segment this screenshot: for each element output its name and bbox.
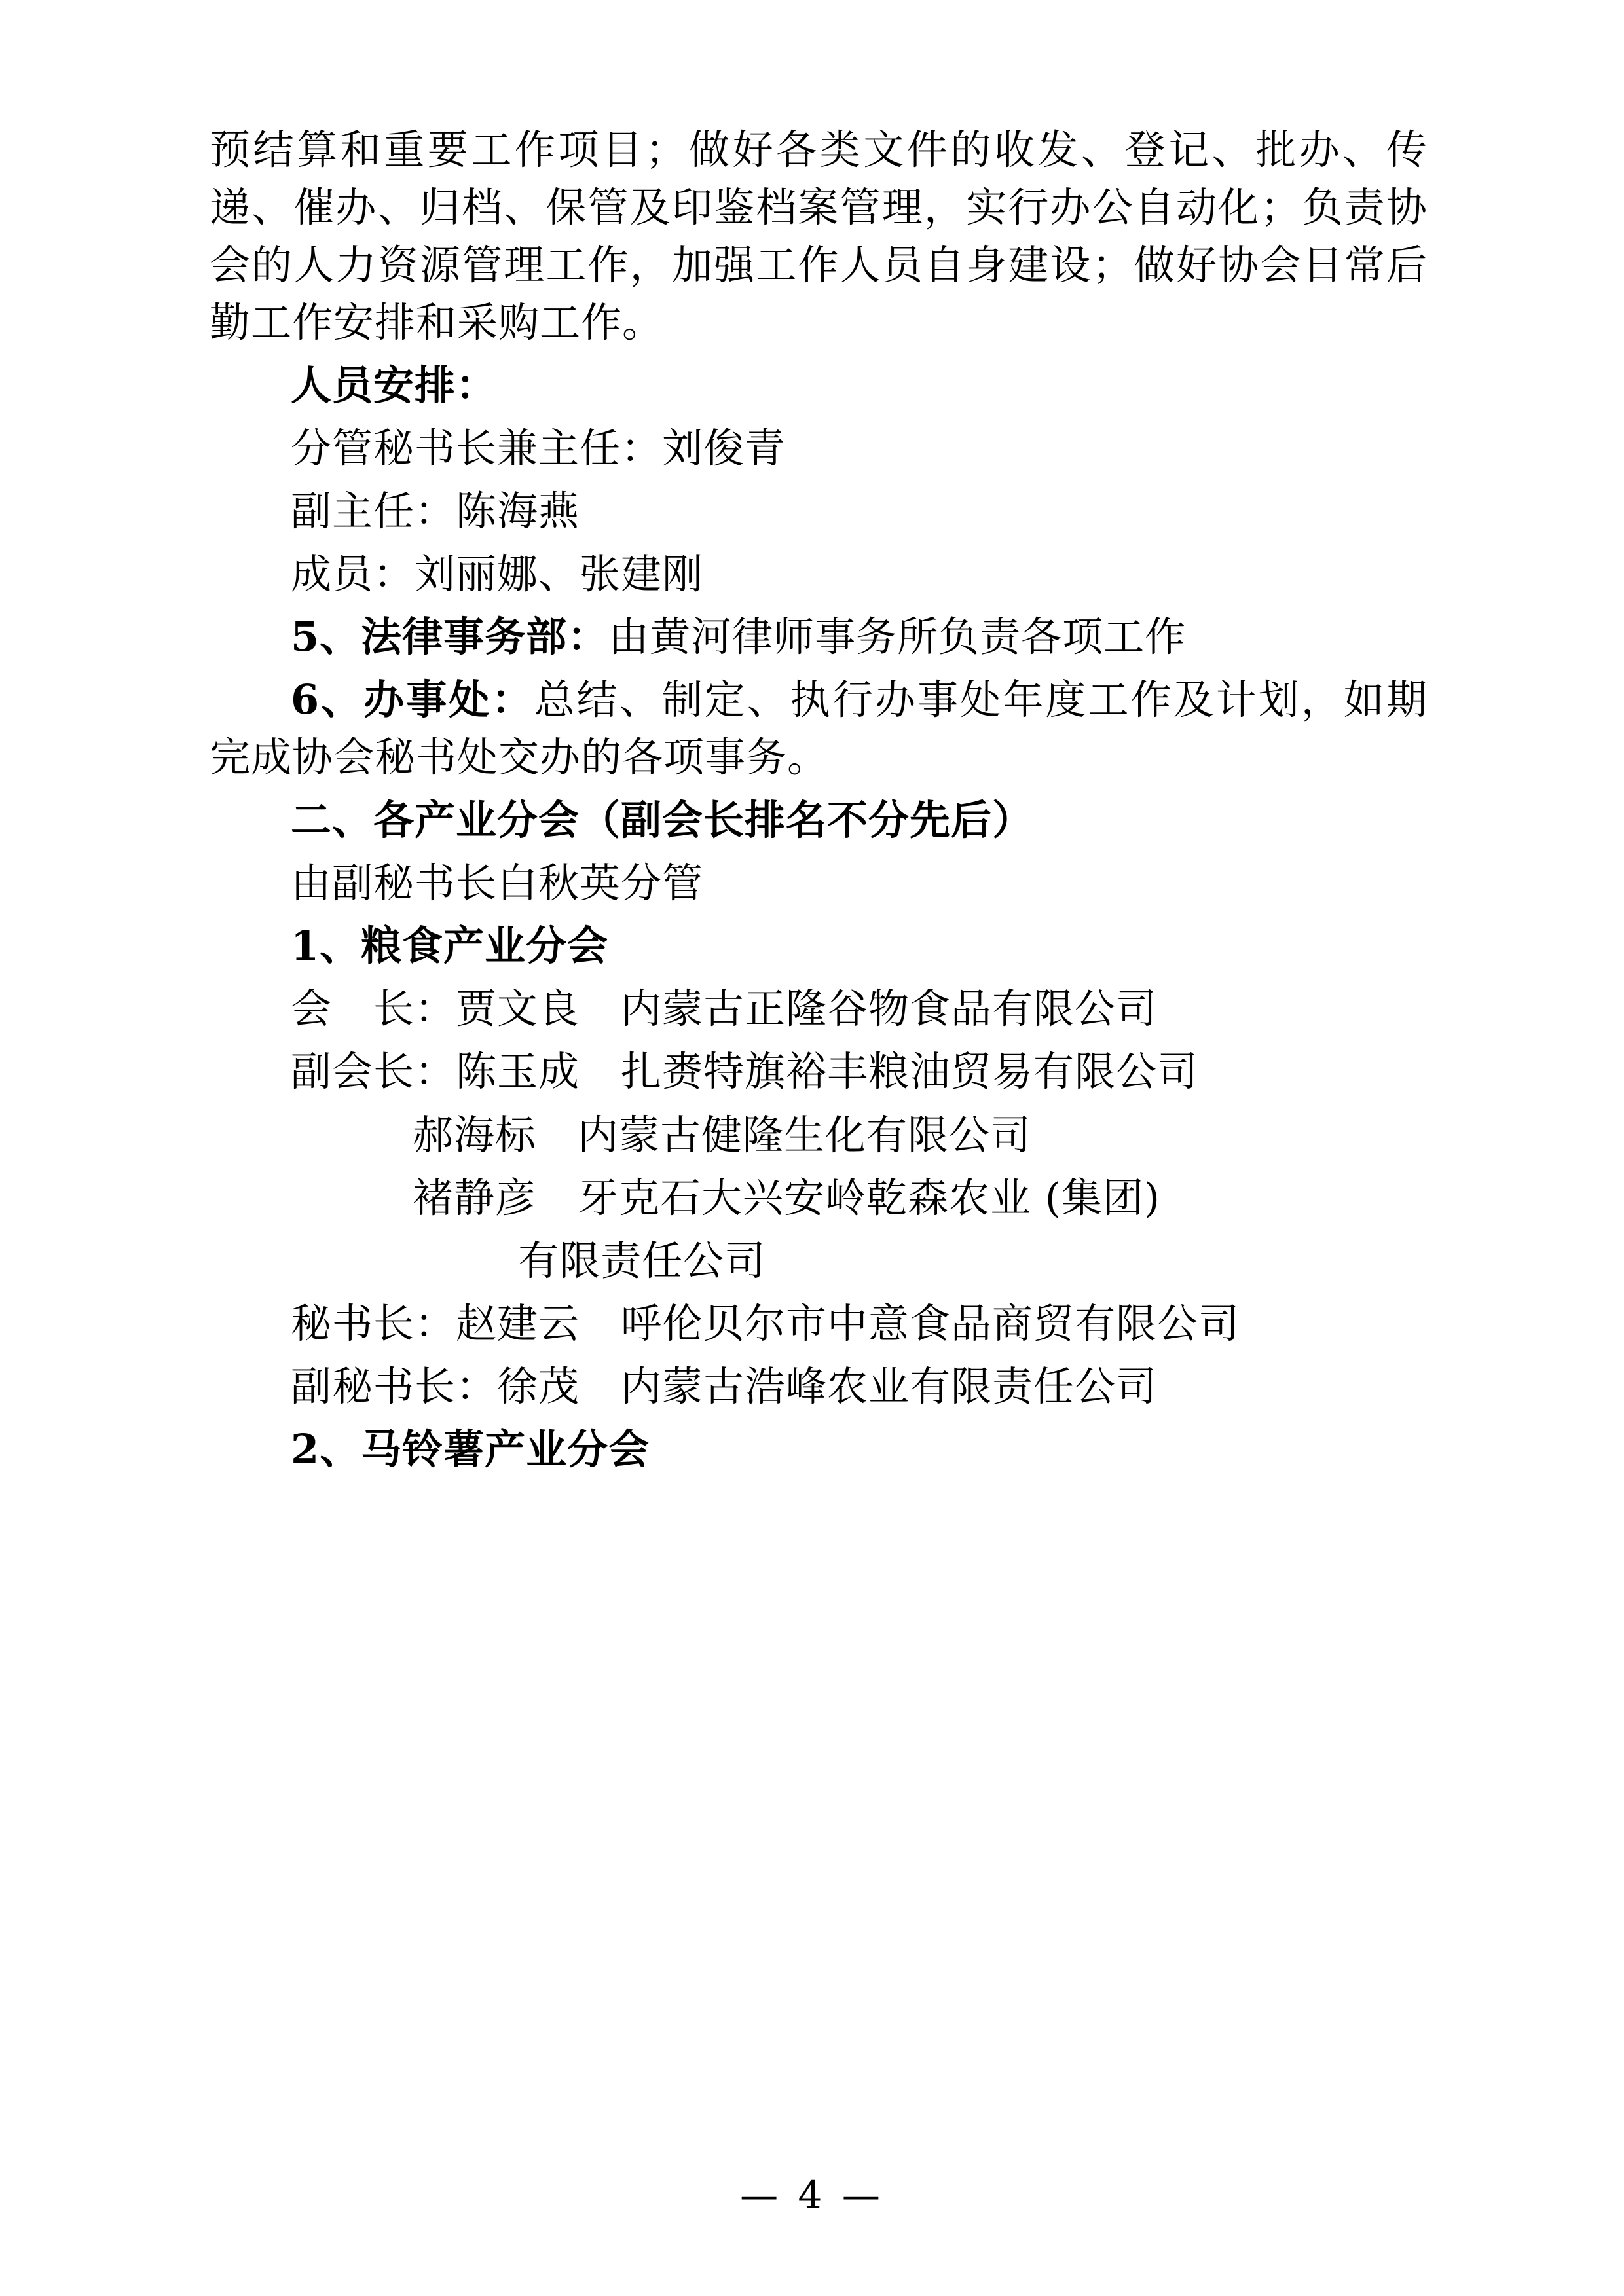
row-name: 徐茂: [497, 1362, 580, 1410]
list-item-5: [210, 608, 1428, 666]
row-org: 内蒙古浩峰农业有限责任公司: [621, 1362, 1158, 1410]
row-spacer: [536, 1174, 578, 1222]
document-body: [210, 121, 1428, 1478]
row-org: 内蒙古健隆生化有限公司: [578, 1110, 1032, 1159]
row-spacer: [536, 1111, 578, 1159]
row-spacer: [580, 1362, 621, 1410]
branch-1-row-2: [210, 1043, 1428, 1101]
branch-1-row-3: [210, 1106, 1428, 1164]
branch-1-title: 1、粮食产业分会: [291, 922, 609, 970]
list-item-6-label: 6、办事处：: [291, 676, 534, 724]
staff-line-2: 副主任：陈海燕: [291, 487, 580, 536]
row-name: 赵建云: [456, 1299, 580, 1347]
staff-heading: 人员安排：: [291, 361, 498, 410]
list-item-5-text: 由黄河律师事务所负责各项工作: [608, 613, 1187, 661]
row-name: 郝海标: [413, 1110, 537, 1159]
staff-line-3: 成员：刘丽娜、张建刚: [291, 550, 704, 598]
paragraph-duties: 预结算和重要工作项目；做好各类文件的收发、登记、批办、传递、催办、归档、保管及印鉴档案管理，实行办公自动化；负责协会的人力资源管理工作，加强工作人员自身建设；做好协会日常后勤工作安排和采购工作。: [210, 126, 1428, 347]
row-role: 副秘书长：: [291, 1362, 498, 1410]
list-item-6: [210, 671, 1428, 786]
branch-1-row-6: [210, 1295, 1428, 1353]
row-org: 呼伦贝尔市中意食品商贸有限公司: [621, 1299, 1240, 1347]
section-2-heading: 二、各产业分会（副会长排名不分先后）: [291, 796, 1034, 845]
row-name: 褚静彦: [413, 1173, 537, 1222]
row-org: 有限责任公司: [518, 1236, 766, 1285]
branch-2-title: 2、马铃薯产业分会: [291, 1425, 650, 1473]
branch-1-row-7: [210, 1358, 1428, 1415]
row-role: 秘书长：: [291, 1299, 456, 1347]
row-spacer: [580, 1048, 621, 1095]
row-org: 牙克石大兴安岭乾森农业 (集团): [578, 1173, 1161, 1222]
staff-line-1: 分管秘书长兼主任：刘俊青: [291, 424, 786, 473]
row-spacer: [580, 1300, 621, 1347]
row-org: 扎赉特旗裕丰粮油贸易有限公司: [621, 1048, 1199, 1096]
row-role: 会 长：: [291, 985, 456, 1033]
branch-1-row-5: [210, 1232, 1428, 1290]
row-spacer: [580, 985, 621, 1032]
row-role: 副会长：: [291, 1048, 456, 1096]
row-org: 内蒙古正隆谷物食品有限公司: [621, 985, 1158, 1033]
list-item-6-text: 总结、制定、执行办事处年度工作及计划，如期完成协会秘书处交办的各项事务。: [210, 676, 1428, 782]
branch-1-row-4: [210, 1169, 1428, 1227]
branch-1-row-1: [210, 980, 1428, 1038]
row-name: 陈玉成: [456, 1048, 580, 1096]
row-name: 贾文良: [456, 985, 580, 1033]
section-2-manager-line: 由副秘书长白秋英分管: [291, 859, 704, 907]
page-number: — 4 —: [740, 2173, 884, 2217]
list-item-5-label: 5、法律事务部：: [291, 613, 609, 661]
